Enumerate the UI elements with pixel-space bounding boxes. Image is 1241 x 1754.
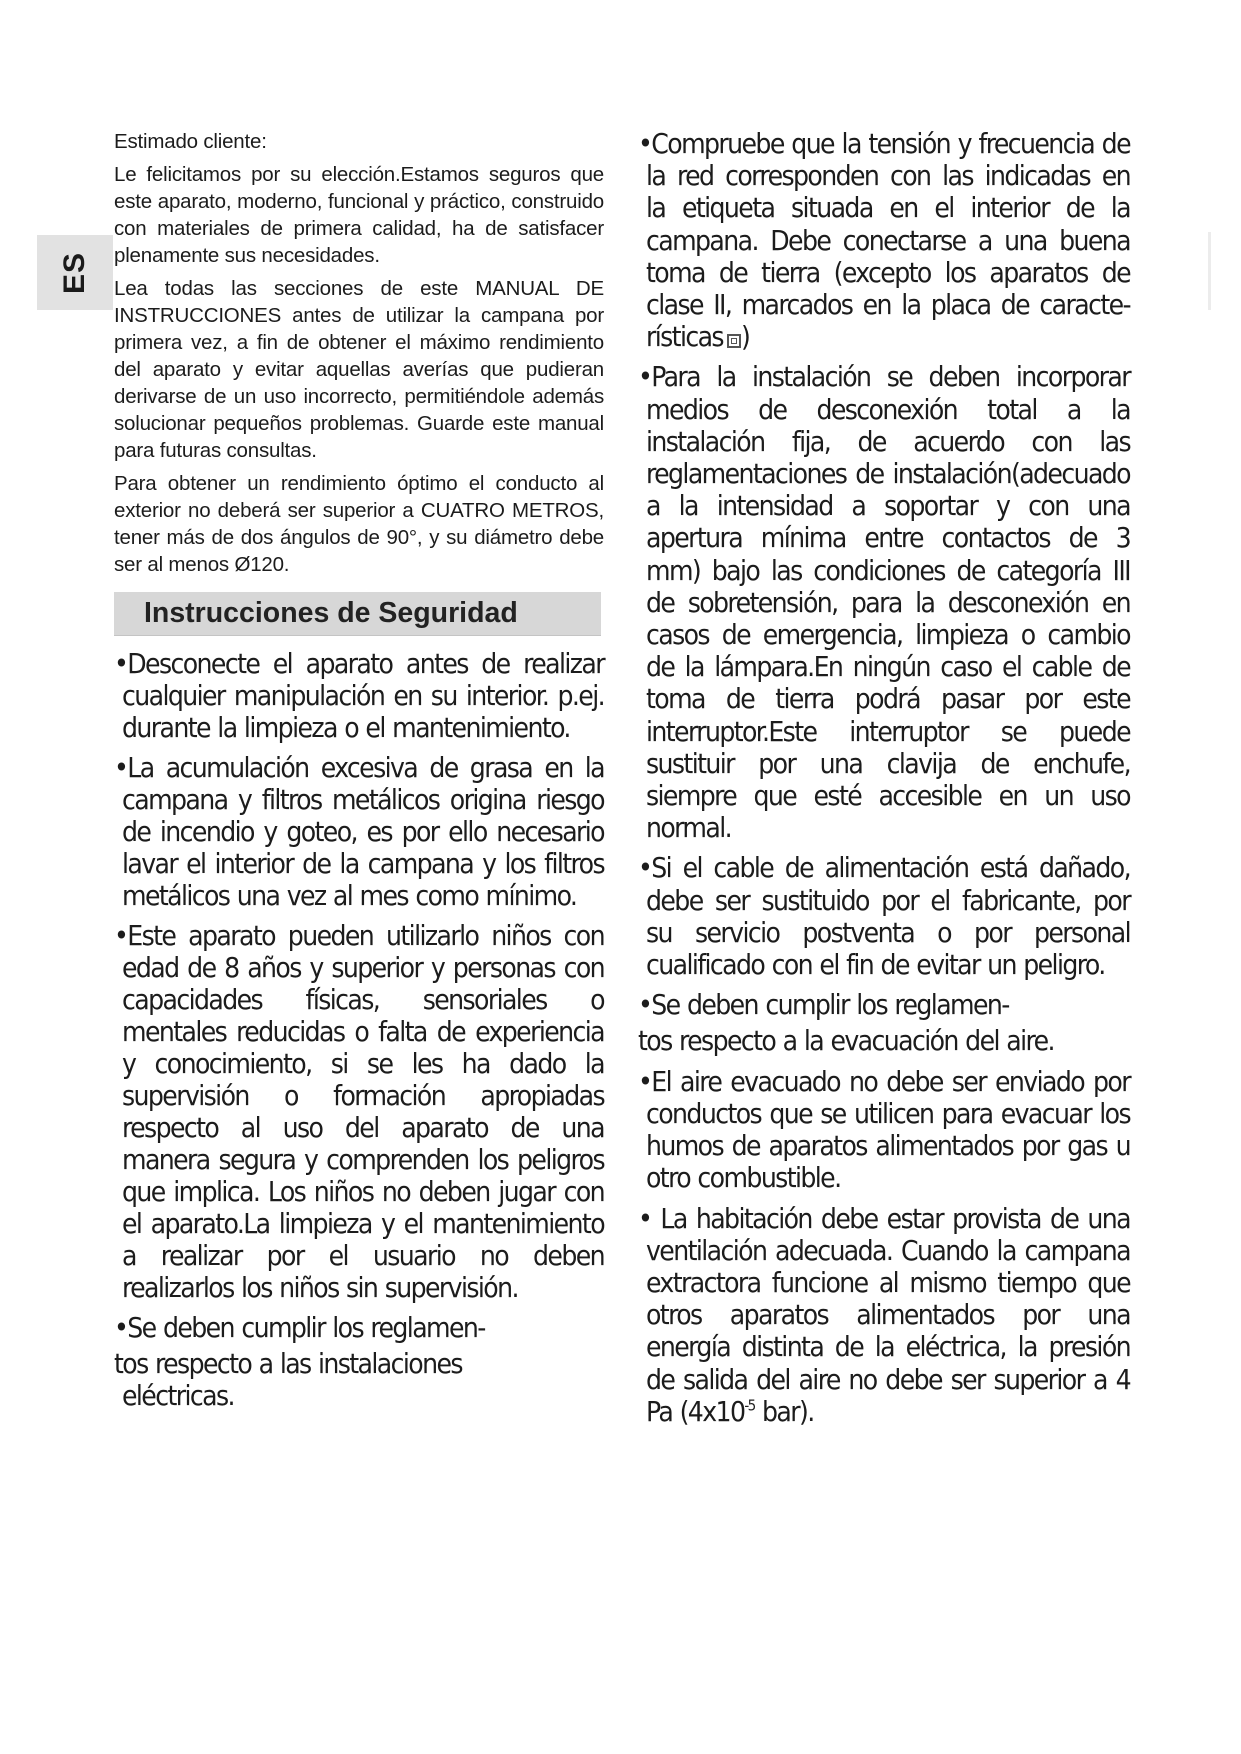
closing-paren: ) [740,320,750,354]
safety-list-right [638,128,1130,1428]
language-tab [37,235,113,310]
safety-list-left [114,648,604,1412]
safety-item: •La acumulación excesiva de grasa en la campana y filtros metálicos origina riesgo de incendio y goteo, es por ello necesario lavar el interior de la campana y los filtros metálicos una vez al mes como mínimo. [114,751,604,912]
section-heading-text: Instrucciones de Seguridad [144,597,518,629]
intro-paragraph: Lea todas las secciones de este MANUAL DE INSTRUCCIONES antes de utilizar la campana por primera vez, a fin de obtener el máximo rendimiento del aparato y evitar aquellas averías que pudieran derivarse de un uso incorrecto, permitiéndole además solucionar pequeños problemas. Guarde este manual para futuras consultas. [114,277,604,462]
language-tab-label: ES [58,251,91,294]
intro-paragraph: Le felicitamos por su elección.Estamos seguros que este aparato, moderno, funcional y práctico, construido con materiales de primera calidad, ha de satisfacer plenamente sus necesidades. [114,163,604,267]
safety-item: •El aire evacuado no debe ser enviado por conductos que se utilicen para evacuar los humos de aparatos alimentados por gas u otro combustible. [638,1064,1130,1195]
safety-item: •Para la instalación se deben incorporar medios de desconexión total a la instalación fija, de acuerdo con las reglamentaciones de instalación(adecuado a la intensidad a soportar y con una apertura mínima entre contactos de 3 mm) bajo las condiciones de categoría III de sobretensión, para la desconexión en casos de emergencia, limpieza o cambio de la lámpara.En ningún caso el cable de toma de tierra podrá pasar por este interruptor.Este interruptor se puede sustituir por una clavija de enchufe, siempre que esté accesible en un uso normal. [638,360,1130,845]
greeting: Estimado cliente: [114,130,267,153]
safety-item-continuation [114,1348,604,1412]
right-column [638,128,1130,1436]
safety-item-continuation: tos respecto a la evacuación del aire. [638,1024,1054,1058]
safety-item: •Se deben cumplir los reglamen- [114,1311,485,1344]
safety-item-text: •Compruebe que la tensión y frecuencia de la red corresponden con las indicadas en la etiqueta situada en el interior de la campana. Debe conectarse a una buena toma de tierra (excepto los aparatos de clase II, marcados en la placa de caracte-rísticas [638,127,1130,354]
intro-paragraph: Para obtener un rendimiento óptimo el conducto al exterior no deberá ser superior a CUATRO METROS, tener más de dos ángulos de 90°, y su diámetro debe ser al menos Ø120. [114,472,604,576]
safety-item: •Desconecte el aparato antes de realizar cualquier manipulación en su interior. p.ej. durante la limpieza o el mantenimiento. [114,647,604,744]
intro-section [114,128,604,578]
safety-item [638,128,1130,353]
page-edge-mark [1208,232,1211,310]
left-column [114,128,604,1420]
safety-item-text: • La habitación debe estar provista de una ventilación adecuada. Cuando la campana extractora funcione al mismo tiempo que otros aparatos alimentados por una energía distinta de la eléctrica, la presión de salida del aire no debe ser superior a 4 Pa (4x10 [638,1201,1130,1428]
safety-item: •Se deben cumplir los reglamen- [638,988,1009,1022]
safety-item: •Si el cable de alimentación está dañado, debe ser sustituido por el fabricante, por su servicio postventa o por personal cualificado con el fin de evitar un peligro. [638,851,1130,982]
double-square-icon [727,334,741,348]
section-heading [114,592,601,636]
continuation-first-line: tos respecto a las instalaciones [114,1347,462,1380]
safety-item-tail: bar). [754,1394,814,1428]
exponent: -5 [744,1396,755,1415]
safety-item: •Este aparato pueden utilizarlo niños con edad de 8 años y superior y personas con capacidades físicas, sensoriales o mentales reducidas o falta de experiencia y conocimiento, si se les ha dado la supervisión o formación apropiadas respecto al uso del aparato de una manera segura y comprenden los peligros que implica. Los niños no deben jugar con el aparato.La limpieza y el mantenimiento a realizar por el usuario no deben realizarlos los niños sin supervisión. [114,919,604,1304]
continuation-rest: eléctricas. [122,1379,234,1412]
safety-item [638,1203,1130,1428]
